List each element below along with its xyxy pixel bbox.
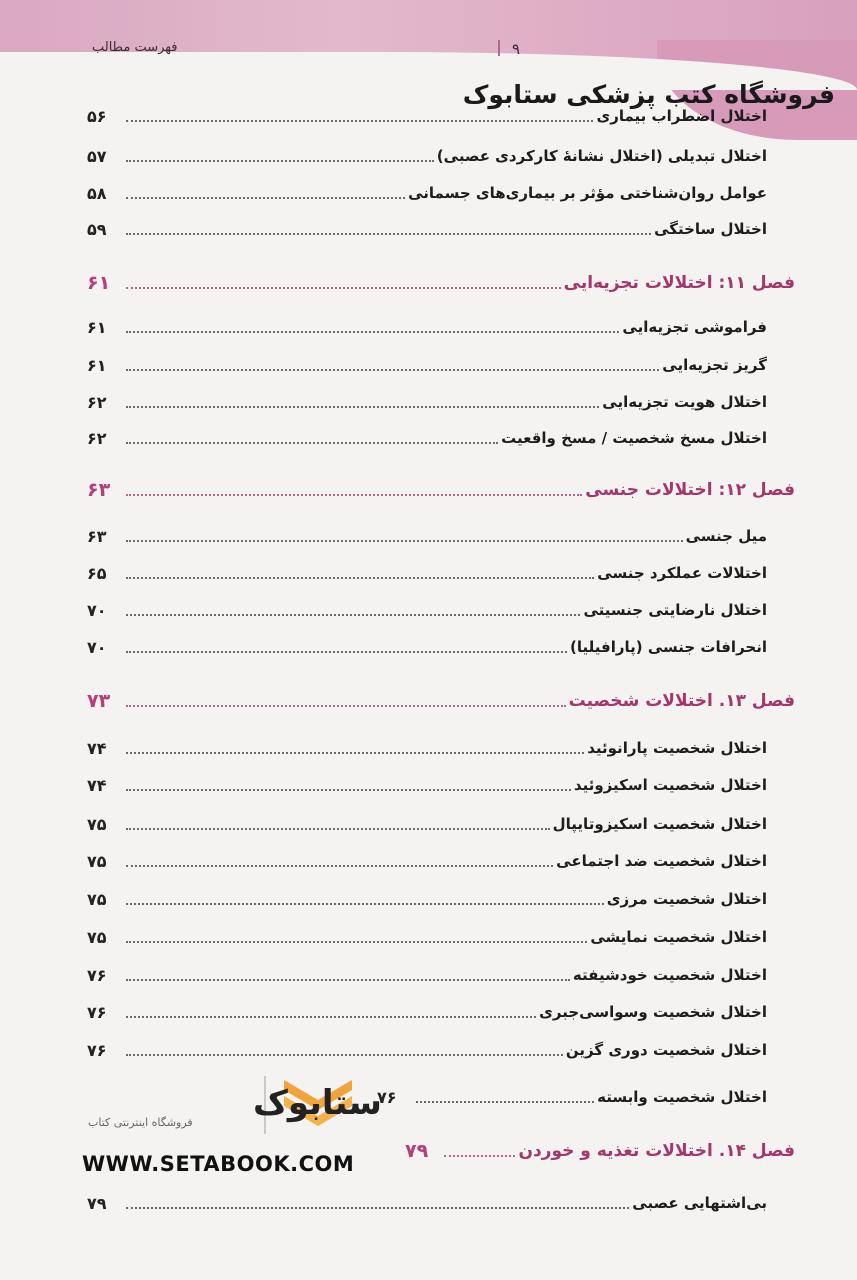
toc-entry-page: ۶۲: [87, 392, 107, 412]
toc-entry-label: اختلال شخصیت وابسته: [597, 1088, 767, 1106]
leader-dots: [126, 979, 570, 981]
toc-entry-page: ۷۶: [87, 965, 107, 985]
leader-dots: [126, 651, 567, 653]
leader-dots: [126, 1054, 563, 1056]
toc-entry[interactable]: [87, 425, 767, 451]
toc-entry[interactable]: [87, 811, 767, 837]
toc-entry-label: اختلال شخصیت مرزی: [606, 890, 767, 908]
toc-entry-label: اختلال شخصیت ضد اجتماعی: [556, 852, 767, 870]
leader-dots: [126, 120, 593, 122]
leader-dots: [126, 789, 571, 791]
toc-entry-label: گریز تجزیه‌ایی: [662, 356, 767, 374]
toc-entry-label: اختلال ساختگی: [654, 220, 767, 238]
leader-dots: [126, 233, 651, 235]
leader-dots: [444, 1155, 515, 1157]
toc-entry[interactable]: [87, 352, 767, 378]
toc-entry-page: ۷۵: [87, 814, 107, 834]
toc-entry-page: ۶۳: [87, 526, 107, 546]
toc-entry-page: ۷۰: [87, 600, 107, 620]
toc-entry-label: اختلال شخصیت اسکیزوئید: [573, 776, 767, 794]
leader-dots: [126, 614, 580, 616]
toc-entry-page: ۷۶: [377, 1087, 397, 1107]
toc-chapter-label: فصل ۱۴. اختلالات تغذیه و خوردن: [518, 1141, 795, 1161]
toc-chapter-page: ۶۱: [87, 272, 111, 294]
toc-entry-label: اختلال شخصیت خودشیفته: [572, 966, 767, 984]
logo-subtitle: فروشگاه اینترنتی کتاب: [88, 1116, 193, 1129]
toc-chapter-label: فصل ۱۳. اختلالات شخصیت: [568, 691, 795, 711]
leader-dots: [126, 1207, 629, 1209]
leader-dots: [126, 540, 683, 542]
page-number: ۹: [512, 40, 521, 58]
leader-dots: [126, 828, 550, 830]
toc-entry[interactable]: [87, 886, 767, 912]
toc-entry-page: ۶۲: [87, 428, 107, 448]
leader-dots: [126, 752, 584, 754]
toc-chapter-11[interactable]: [87, 268, 795, 298]
toc-entry-page: ۷۵: [87, 889, 107, 909]
toc-entry-label: اختلال شخصیت دوری گزین: [565, 1041, 767, 1059]
toc-chapter-page: ۶۳: [87, 479, 111, 501]
toc-entry-label: میل جنسی: [685, 527, 767, 545]
toc-entry-page: ۷۵: [87, 927, 107, 947]
toc-entry[interactable]: [87, 560, 767, 586]
toc-entry[interactable]: [87, 735, 767, 761]
leader-dots: [126, 941, 587, 943]
toc-entry[interactable]: [87, 314, 767, 340]
toc-chapter-14[interactable]: [405, 1136, 795, 1166]
toc-entry-label: اختلال اضطراب بیماری: [596, 107, 767, 125]
toc-entry-page: ۷۵: [87, 851, 107, 871]
toc-entry-page: ۷۴: [87, 775, 107, 795]
toc-entry[interactable]: [87, 1037, 767, 1063]
toc-entry-page: ۷۹: [87, 1193, 107, 1213]
toc-entry-label: اختلال نارضایتی جنسیتی: [583, 601, 767, 619]
toc-entry[interactable]: [87, 523, 767, 549]
toc-entry-label: اختلالات عملکرد جنسی: [597, 564, 767, 582]
toc-entry[interactable]: [377, 1084, 767, 1110]
leader-dots: [126, 442, 498, 444]
leader-dots: [126, 406, 599, 408]
toc-entry-label: اختلال شخصیت نمایشی: [590, 928, 767, 946]
leader-dots: [126, 287, 561, 289]
header-title: فهرست مطالب: [92, 40, 178, 55]
toc-entry[interactable]: [87, 772, 767, 798]
leader-dots: [126, 705, 566, 707]
toc-entry-label: انحرافات جنسی (پارافیلیا): [570, 638, 767, 656]
toc-entry-page: ۵۸: [87, 183, 107, 203]
toc-chapter-label: فصل ۱۱: اختلالات تجزیه‌ایی: [563, 273, 795, 293]
toc-entry[interactable]: [87, 103, 767, 129]
leader-dots: [126, 494, 582, 496]
toc-entry-label: اختلال شخصیت اسکیزوتایپال: [552, 815, 767, 833]
toc-chapter-12[interactable]: [87, 475, 795, 505]
toc-entry-label: اختلال شخصیت پارانوئید: [587, 739, 767, 757]
leader-dots: [126, 197, 405, 199]
toc-entry-label: اختلال مسخ شخصیت / مسخ واقعیت: [501, 429, 767, 447]
toc-entry-page: ۷۶: [87, 1040, 107, 1060]
toc-entry[interactable]: [87, 216, 767, 242]
toc-entry[interactable]: [87, 848, 767, 874]
store-watermark: فروشگاه کتب پزشکی ستابوک: [462, 80, 835, 109]
toc-entry[interactable]: [87, 924, 767, 950]
leader-dots: [126, 865, 553, 867]
leader-dots: [126, 1016, 536, 1018]
toc-entry-label: بی‌اشتهایی عصبی: [632, 1194, 767, 1212]
toc-entry-page: ۶۵: [87, 563, 107, 583]
toc-chapter-page: ۷۹: [405, 1140, 429, 1162]
toc-entry[interactable]: [87, 999, 767, 1025]
toc-chapter-page: ۷۳: [87, 690, 111, 712]
toc-entry-label: اختلال تبدیلی (اختلال نشانهٔ کارکردی عصبی): [436, 147, 767, 165]
leader-dots: [126, 331, 619, 333]
leader-dots: [126, 903, 604, 905]
toc-entry[interactable]: [87, 180, 767, 206]
toc-entry-label: اختلال شخصیت وسواسی‌جبری: [539, 1003, 767, 1021]
logo-url: WWW.SETABOOK.COM: [82, 1152, 355, 1176]
toc-entry-label: عوامل روان‌شناختی مؤثر بر بیماری‌های جسمانی: [408, 184, 767, 202]
toc-entry-page: ۵۶: [87, 106, 107, 126]
toc-entry-page: ۶۱: [87, 355, 107, 375]
toc-entry[interactable]: [87, 389, 767, 415]
leader-dots: [126, 369, 659, 371]
toc-entry[interactable]: [87, 962, 767, 988]
setabook-logo: [68, 1072, 382, 1182]
toc-chapter-label: فصل ۱۲: اختلالات جنسی: [585, 480, 795, 500]
toc-entry-page: ۷۴: [87, 738, 107, 758]
svg-text:ستابوک: ستابوک: [253, 1083, 382, 1123]
toc-entry-page: ۶۱: [87, 317, 107, 337]
toc-entry-page: ۵۷: [87, 146, 107, 166]
toc-entry-page: ۷۰: [87, 637, 107, 657]
toc-chapter-13[interactable]: [87, 686, 795, 716]
leader-dots: [126, 160, 434, 162]
leader-dots: [416, 1101, 594, 1103]
toc-entry[interactable]: [87, 143, 767, 169]
leader-dots: [126, 577, 594, 579]
toc-entry-page: ۵۹: [87, 219, 107, 239]
toc-entry-label: اختلال هویت تجزیه‌ایی: [602, 393, 767, 411]
toc-entry[interactable]: [87, 634, 767, 660]
toc-entry[interactable]: [87, 1190, 767, 1216]
toc-entry-label: فراموشی تجزیه‌ایی: [622, 318, 767, 336]
toc-entry[interactable]: [87, 597, 767, 623]
toc-entry-page: ۷۶: [87, 1002, 107, 1022]
